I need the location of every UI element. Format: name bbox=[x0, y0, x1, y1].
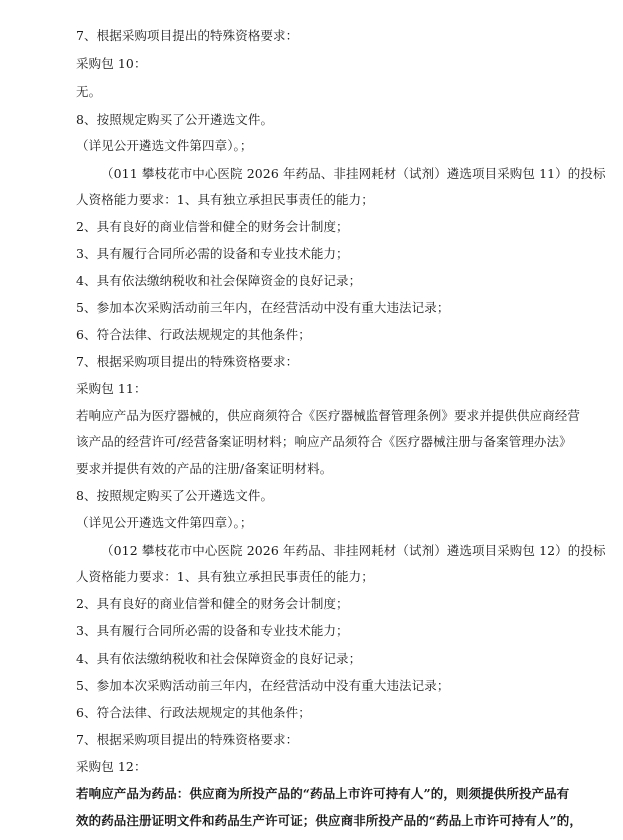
text-line: 人资格能力要求：1、具有独立承担民事责任的能力； bbox=[76, 192, 374, 207]
text-line: 2、具有良好的商业信誉和健全的财务会计制度； bbox=[76, 596, 349, 611]
text-line: 4、具有依法缴纳税收和社会保障资金的良好记录； bbox=[76, 273, 362, 288]
text-line: 8、按照规定购买了公开遴选文件。 bbox=[76, 488, 274, 503]
text-line: 采购包 11： bbox=[76, 381, 147, 396]
text-line: 3、具有履行合同所必需的设备和专业技术能力； bbox=[76, 246, 349, 261]
text-line: 7、根据采购项目提出的特殊资格要求： bbox=[76, 354, 299, 369]
text-line: 若响应产品为药品：供应商为所投产品的“药品上市许可持有人”的，则须提供所投产品有 bbox=[76, 786, 570, 801]
text-line: 采购包 12： bbox=[76, 759, 147, 774]
text-line: （详见公开遴选文件第四章）。； bbox=[76, 515, 253, 530]
text-line: 8、按照规定购买了公开遴选文件。 bbox=[76, 112, 274, 127]
text-line: 7、根据采购项目提出的特殊资格要求： bbox=[76, 732, 299, 747]
text-line: 人资格能力要求：1、具有独立承担民事责任的能力； bbox=[76, 569, 374, 584]
section-heading-line: （011 攀枝花市中心医院 2026 年药品、非挂网耗材（试剂）遴选项目采购包 11）的投标 bbox=[101, 166, 606, 181]
text-line: 6、符合法律、行政法规规定的其他条件； bbox=[76, 705, 311, 720]
text-line: 要求并提供有效的产品的注册/备案证明材料。 bbox=[76, 461, 333, 476]
text-line: 若响应产品为医疗器械的，供应商须符合《医疗器械监督管理条例》要求并提供供应商经营 bbox=[76, 408, 581, 423]
text-line: 该产品的经营许可/经营备案证明材料；响应产品须符合《医疗器械注册与备案管理办法》 bbox=[76, 434, 572, 449]
text-line: （详见公开遴选文件第四章）。； bbox=[76, 138, 253, 153]
text-line: 5、参加本次采购活动前三年内，在经营活动中没有重大违法记录； bbox=[76, 300, 450, 315]
section-heading-line: （012 攀枝花市中心医院 2026 年药品、非挂网耗材（试剂）遴选项目采购包 12）的投标 bbox=[101, 543, 606, 558]
text-line: 5、参加本次采购活动前三年内，在经营活动中没有重大违法记录； bbox=[76, 678, 450, 693]
text-line: 采购包 10： bbox=[76, 56, 147, 71]
text-line: 6、符合法律、行政法规规定的其他条件； bbox=[76, 327, 311, 342]
text-line: 效的药品注册证明文件和药品生产许可证；供应商非所投产品的“药品上市许可持有人”的， bbox=[76, 813, 582, 828]
text-line: 2、具有良好的商业信誉和健全的财务会计制度； bbox=[76, 219, 349, 234]
text-line: 7、根据采购项目提出的特殊资格要求： bbox=[76, 28, 299, 43]
text-line: 4、具有依法缴纳税收和社会保障资金的良好记录； bbox=[76, 651, 362, 666]
text-line: 无。 bbox=[76, 84, 102, 99]
text-line: 3、具有履行合同所必需的设备和专业技术能力； bbox=[76, 623, 349, 638]
